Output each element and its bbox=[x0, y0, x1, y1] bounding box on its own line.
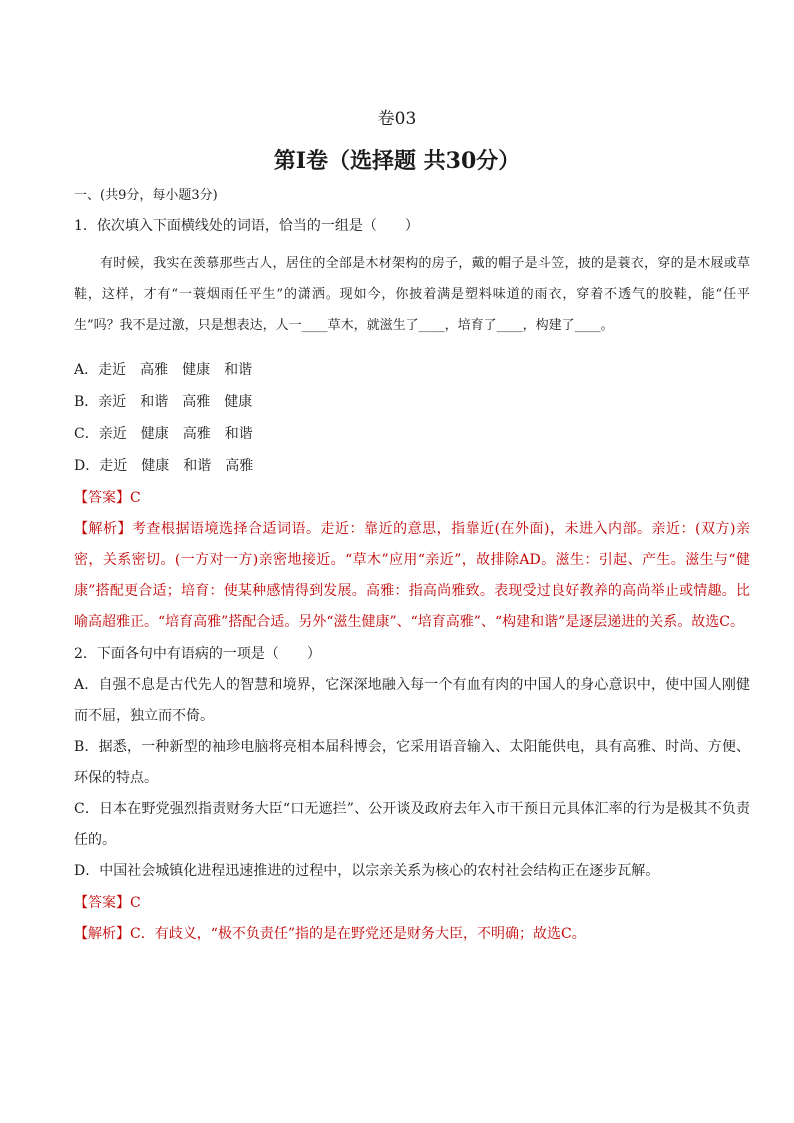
option-word: 走近 bbox=[99, 458, 128, 474]
answer-value: C bbox=[130, 490, 141, 506]
option-word: 健康 bbox=[182, 362, 211, 378]
question-1-explanation bbox=[74, 514, 750, 638]
volume-title: 卷03 bbox=[377, 109, 417, 129]
option-b bbox=[74, 386, 750, 418]
option-word: 和谐 bbox=[224, 426, 253, 442]
option-word: 高雅 bbox=[140, 362, 169, 378]
question-2-answer bbox=[74, 887, 750, 919]
answer-label: 【答案】 bbox=[74, 895, 130, 911]
option-word: 高雅 bbox=[182, 426, 211, 442]
option-a bbox=[74, 354, 750, 386]
option-word: 高雅 bbox=[182, 394, 211, 410]
option-word: 健康 bbox=[141, 458, 170, 474]
option-word: 亲近 bbox=[98, 394, 127, 410]
option-word: 和谐 bbox=[224, 362, 253, 378]
option-word: 健康 bbox=[224, 394, 253, 410]
question-1-options bbox=[74, 354, 750, 482]
option-letter: B． bbox=[74, 394, 99, 410]
question-2-option-a: A．自强不息是古代先人的智慧和境界，它深深地融入每一个有血有肉的中国人的身心意识中，使中国人刚健而不屈，独立而不倚。 bbox=[74, 677, 750, 724]
option-letter: D． bbox=[74, 458, 100, 474]
option-word: 高雅 bbox=[225, 458, 254, 474]
question-2-option-b: B．据悉，一种新型的袖珍电脑将亮相本届科博会，它采用语音输入、太阳能供电，具有高雅、时尚、方便、环保的特点。 bbox=[74, 739, 750, 786]
question-2-explanation bbox=[74, 919, 750, 950]
answer-value: C bbox=[130, 895, 141, 911]
section-title: 第I卷（选择题 共30分） bbox=[273, 148, 521, 174]
option-word: 走近 bbox=[98, 362, 127, 378]
option-letter: A． bbox=[74, 362, 99, 378]
question-2-option-c: C．日本在野党强烈指责财务大臣“口无遮拦”、公开谈及政府去年入市干预日元具体汇率的行为是极其不负责任的。 bbox=[74, 801, 750, 848]
answer-label: 【答案】 bbox=[74, 490, 130, 506]
question-2-option-d: D．中国社会城镇化进程迅速推进的过程中，以宗亲关系为核心的农村社会结构正在逐步瓦解。 bbox=[74, 863, 660, 879]
option-word: 健康 bbox=[140, 426, 169, 442]
option-word: 和谐 bbox=[140, 394, 169, 410]
option-d bbox=[74, 450, 750, 482]
part-heading: 一、(共9分，每小题3分) bbox=[74, 188, 218, 203]
explanation-label: 【解析】 bbox=[74, 521, 133, 537]
explanation-label: 【解析】 bbox=[74, 926, 130, 942]
option-word: 和谐 bbox=[183, 458, 212, 474]
option-letter: C． bbox=[74, 426, 99, 442]
question-1-stem: 1．依次填入下面横线处的词语，恰当的一组是（ ） bbox=[74, 218, 419, 234]
explanation-text: 考查根据语境选择合适词语。走近：靠近的意思，指靠近(在外面)，未进入内部。亲近：(双方)亲密，关系密切。(一方对一方)亲密地接近。“草木”应用“亲近”，故排除AD。滋生：引起、产生。滋生与“健康”搭配更合适；培育：使某种感情得到发展。高雅：指高尚雅致。表现受过良好教养的高尚举止或情趣。比喻高超雅正。“培育高雅”搭配合适。另外“滋生健康”、“培育高雅”、“构建和谐”是逐层递进的关系。故选C。 bbox=[74, 521, 750, 630]
question-1-answer bbox=[74, 482, 750, 514]
question-1-passage: 有时候，我实在羡慕那些古人，居住的全部是木材架构的房子，戴的帽子是斗笠，披的是蓑衣，穿的是木屐或草鞋，这样，才有“一蓑烟雨任平生”的潇洒。现如今，你披着满是塑料味道的雨衣，穿着不透气的胶鞋，能“任平生”吗？我不是过激，只是想表达，人一____草木，就滋生了____，培育了____，构建了____。 bbox=[74, 256, 750, 333]
option-word: 亲近 bbox=[98, 426, 127, 442]
option-c bbox=[74, 418, 750, 450]
document-body bbox=[74, 186, 750, 950]
explanation-text: C．有歧义，“极不负责任”指的是在野党还是财务大臣，不明确；故选C。 bbox=[130, 926, 586, 942]
question-2-stem: 2．下面各句中有语病的一项是（ ） bbox=[74, 646, 321, 662]
